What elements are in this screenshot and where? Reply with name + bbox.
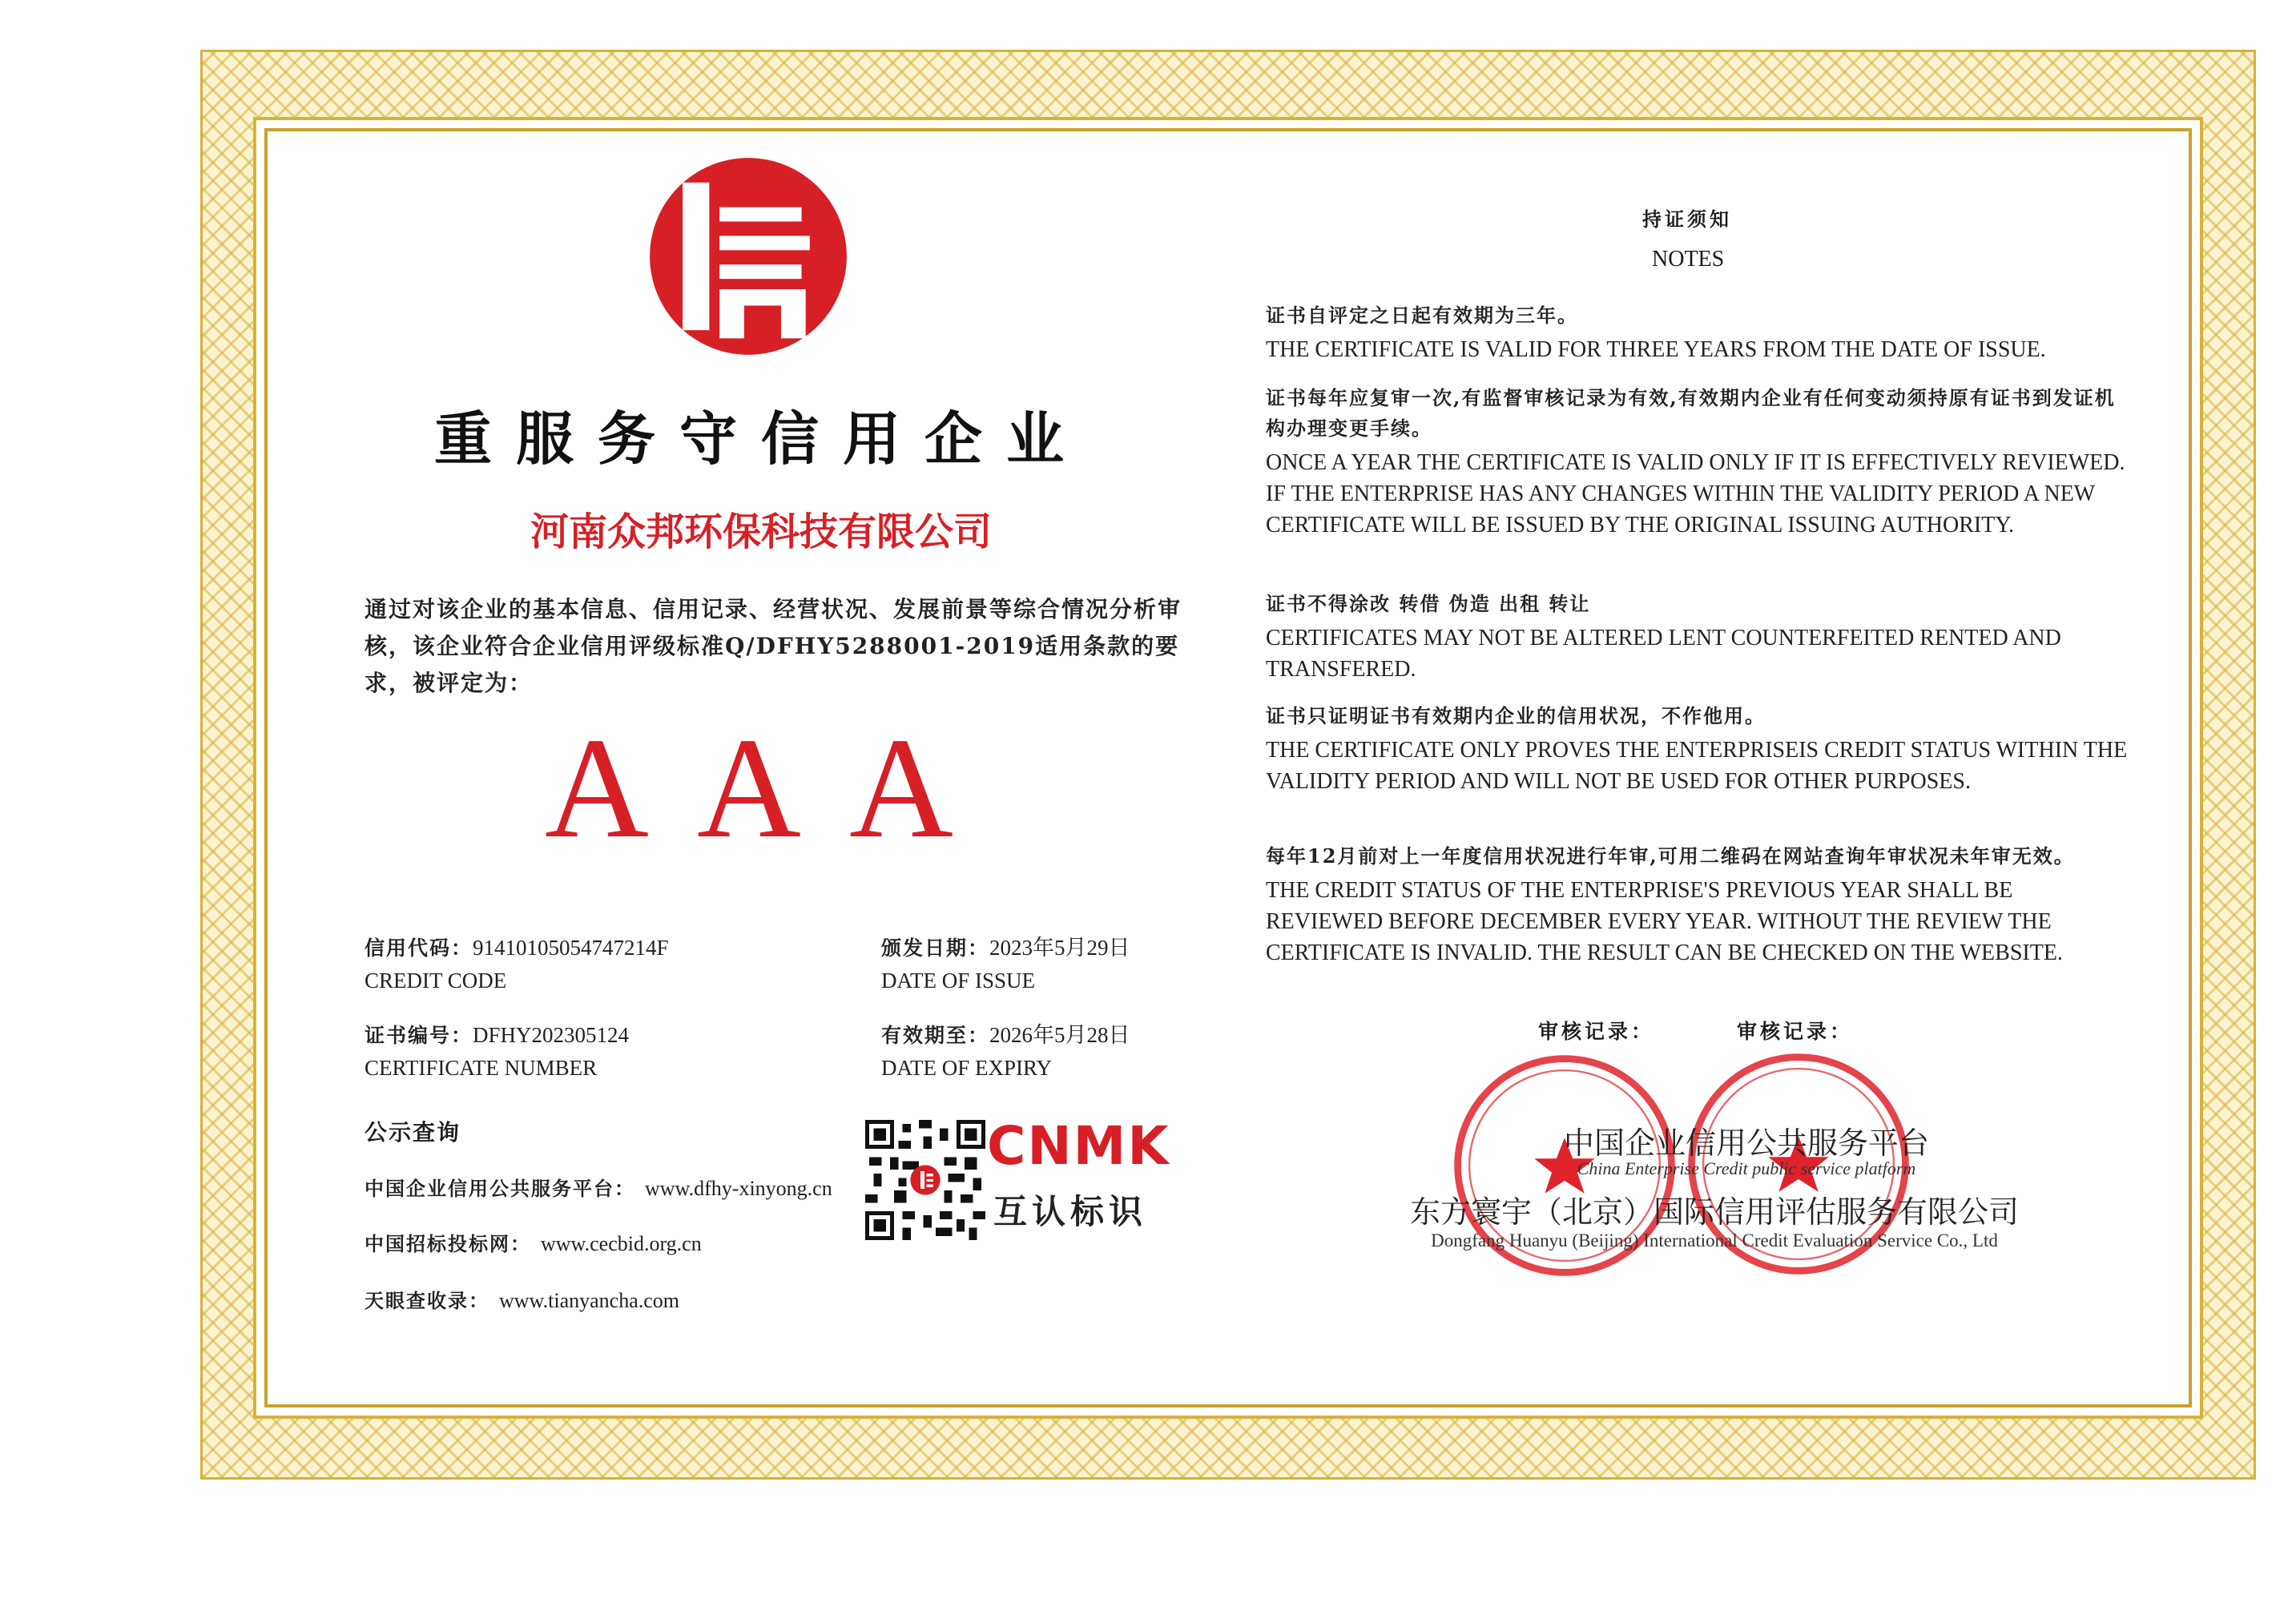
query-label: 中国企业信用公共服务平台： (365, 1177, 635, 1200)
note-text-zh: 证书不得涂改 转借 伪造 出租 转让 (1266, 592, 1591, 615)
cnmk-brand: CNMK (987, 1115, 1170, 1177)
query-link-dfhy[interactable]: www.dfhy-xinyong.cn (645, 1177, 832, 1200)
notes-title-zh: 持证须知 (1642, 207, 1732, 231)
note-text-zh: 证书只证明证书有效期内企业的信用状况，不作他用。 (1266, 704, 1766, 727)
certificate-number-value: DFHY202305124 (473, 1023, 630, 1047)
issue-date-label-en: DATE OF ISSUE (881, 969, 1036, 993)
certificate-number-field (365, 1019, 629, 1084)
note-text-zh: 证书每年应复审一次,有监督审核记录为有效,有效期内企业有任何变动须持原有证书到发证机构办理变更手续。 (1266, 386, 2116, 440)
credit-code-value: 91410105054747214F (473, 936, 669, 960)
issuer-platform-en: China Enterprise Credit public service platform (1577, 1158, 1916, 1178)
query-row-cecbid (365, 1228, 702, 1256)
note-text-en: THE CREDIT STATUS OF THE ENTERPRISE'S PREVIOUS YEAR SHALL BE REVIEWED BEFORE DECEMBER EVERY YEAR. WITHOUT THE REVIEW THE CERTIFICATE IS INVALID. THE RESULT CAN BE CHECKED ON THE WEBSITE. (1266, 878, 2063, 965)
qr-code-icon[interactable] (865, 1120, 985, 1240)
note-text-en: THE CERTIFICATE ONLY PROVES THE ENTERPRISEIS CREDIT STATUS WITHIN THE VALIDITY PERIOD AND WILL NOT BE USED FOR OTHER PURPOSES. (1266, 738, 2128, 794)
issuer-company-zh: 东方寰宇（北京）国际信用评估服务有限公司 (1409, 1194, 2019, 1230)
credit-logo-icon (646, 154, 851, 359)
company-name: 河南众邦环保科技有限公司 (530, 509, 992, 554)
note-item (1266, 300, 2131, 365)
query-row-dfhy (365, 1173, 832, 1201)
credit-code-field (365, 932, 669, 997)
note-item (1266, 841, 2131, 969)
certificate-number-label: 证书编号： (365, 1024, 473, 1047)
cnmk-subtitle: 互认标识 (993, 1192, 1148, 1231)
expiry-date-field (881, 1019, 1130, 1084)
notes-title-en: NOTES (1652, 247, 1725, 272)
issue-date-value: 2023年5月29日 (989, 936, 1130, 960)
query-label: 天眼查收录： (365, 1289, 489, 1312)
query-link-tianyancha[interactable]: www.tianyancha.com (499, 1289, 680, 1312)
note-text-en: CERTIFICATES MAY NOT BE ALTERED LENT COUNTERFEITED RENTED AND TRANSFERED. (1266, 626, 2061, 682)
note-item (1266, 383, 2131, 541)
issue-date-field (881, 932, 1130, 997)
credit-grade: AAA (545, 708, 1001, 868)
evaluation-statement: 通过对该企业的基本信息、信用记录、经营状况、发展前景等综合情况分析审核，该企业符合企业信用评级标准Q/DFHY5288001-2019适用条款的要求，被评定为： (365, 596, 1182, 696)
query-link-cecbid[interactable]: www.cecbid.org.cn (541, 1232, 702, 1255)
certificate-number-label-en: CERTIFICATE NUMBER (365, 1056, 598, 1080)
note-text-en: THE CERTIFICATE IS VALID FOR THREE YEARS FROM THE DATE OF ISSUE. (1266, 337, 2046, 362)
expiry-date-label-en: DATE OF EXPIRY (881, 1056, 1053, 1080)
certificate-title: 重服务守信用企业 (433, 405, 1088, 473)
note-text-en: ONCE A YEAR THE CERTIFICATE IS VALID ONLY IF IT IS EFFECTIVELY REVIEWED. IF THE ENTERPRISE HAS ANY CHANGES WITHIN THE VALIDITY PERIOD A NEW CERTIFICATE WILL BE ISSUED BY THE ORIGINAL ISSUING AUTHORITY. (1266, 450, 2125, 538)
credit-code-label-en: CREDIT CODE (365, 969, 507, 993)
issue-date-label: 颁发日期： (881, 936, 990, 960)
expiry-date-label: 有效期至： (881, 1024, 990, 1047)
issuer-platform-zh: 中国企业信用公共服务平台 (1563, 1126, 1929, 1161)
note-item (1266, 701, 2131, 797)
note-item (1266, 589, 2131, 685)
note-text-zh: 每年12月前对上一年度信用状况进行年审,可用二维码在网站查询年审状况未年审无效。 (1266, 844, 2075, 868)
issuer-company-en: Dongfang Huanyu (Beijing) International Credit Evaluation Service Co., Ltd (1431, 1230, 1998, 1250)
expiry-date-value: 2026年5月28日 (989, 1023, 1130, 1047)
review-record-label: 审核记录： (1538, 1020, 1655, 1043)
query-row-tianyancha (365, 1285, 679, 1313)
public-query-title: 公示查询 (365, 1119, 461, 1146)
note-text-zh: 证书自评定之日起有效期为三年。 (1266, 304, 1578, 327)
review-record-label: 审核记录： (1737, 1020, 1854, 1043)
credit-code-label: 信用代码： (365, 936, 473, 960)
query-label: 中国招标投标网： (365, 1232, 531, 1255)
